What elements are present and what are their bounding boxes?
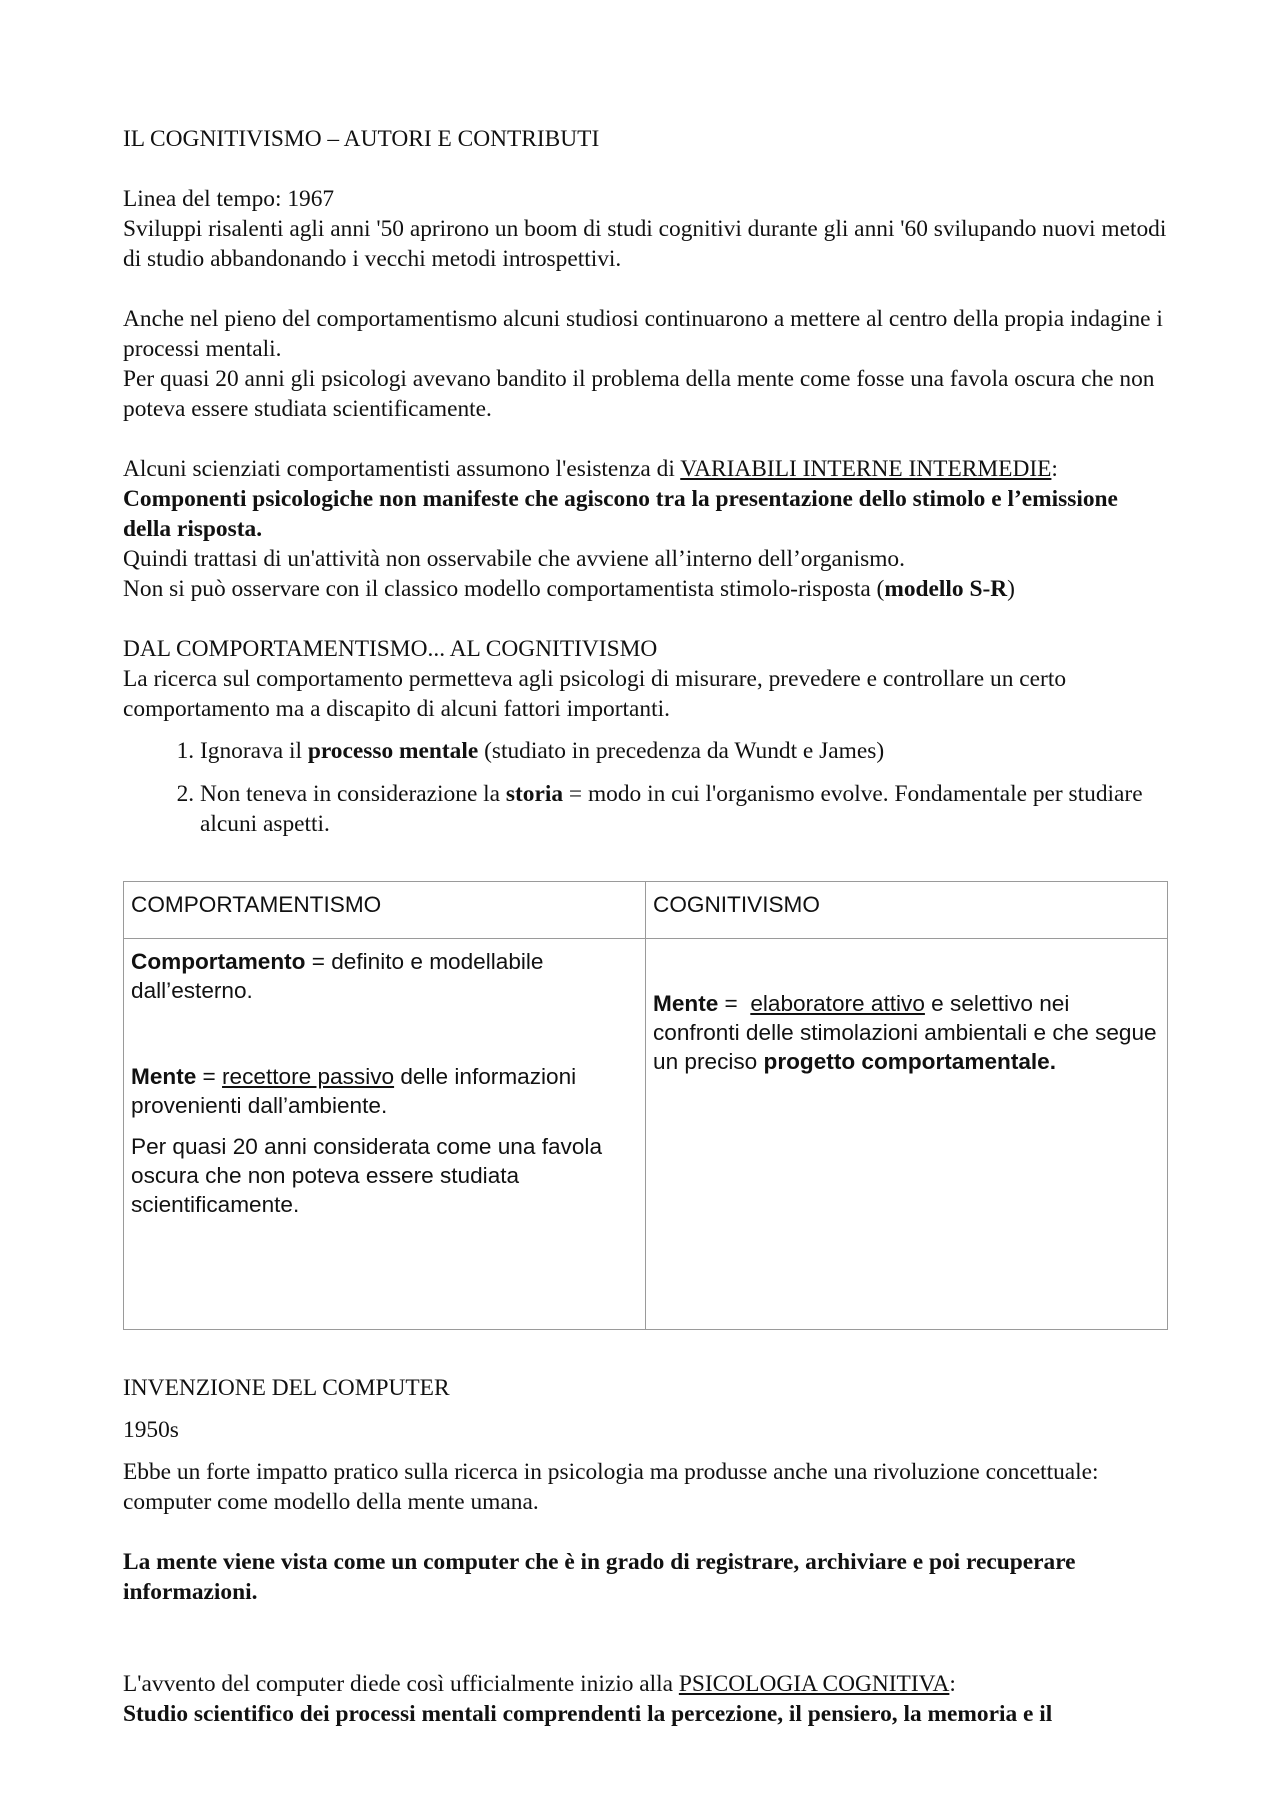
term-mente: Mente [131,1064,197,1089]
intro-paragraph-2: Per quasi 20 anni gli psicologi avevano bandito il problema della mente come fosse una favola oscura che non poteva essere studiata scientificamente. [123,366,1155,422]
term-psicologia-cognitiva: PSICOLOGIA COGNITIVA [678,1671,950,1697]
variables-note-2-end: ) [1007,576,1015,602]
comparison-table [123,881,1168,1330]
cell-mente-attiva [653,989,1160,1076]
cell-cognitivismo [646,939,1168,1330]
cell-mente-passiva [131,1062,638,1120]
timeline-line: Linea del tempo: 1967 [123,186,335,212]
mente-attiva-rest: e selettivo nei confronti delle stimolazioni ambientali e che segue un preciso [653,991,1157,1074]
term-comportamento: Comportamento [131,949,306,974]
list-item-rest: = modo in cui l'organismo evolve. Fondamentale per studiare alcuni aspetti. [200,781,1143,837]
transition-heading: DAL COMPORTAMENTISMO... AL COGNITIVISMO [123,636,658,662]
term-recettore-passivo: recettore passivo [222,1064,395,1089]
computer-bold-statement: La mente viene vista come un computer che è in grado di registrare, archiviare e poi recuperare informazioni. [123,1549,1076,1605]
variables-note-2 [123,574,1168,604]
computer-text: Ebbe un forte impatto pratico sulla ricerca in psicologia ma produsse anche una rivoluzione concettuale: computer come modello della mente umana. [123,1459,1099,1515]
transition-text: La ricerca sul comportamento permetteva agli psicologi di misurare, prevedere e controllare un certo comportamento ma a discapito di alcuni fattori importanti. [123,666,1067,722]
cell-comportamentismo [124,939,646,1330]
term-elaboratore-attivo: elaboratore attivo [750,991,925,1016]
document-body [123,124,1168,1729]
header-cognitivismo: COGNITIVISMO [646,882,1168,939]
cell-comportamento [131,947,638,1005]
term-progetto-comportamentale: progetto comportamentale. [763,1049,1057,1074]
model-sr-label: modello S-R [884,576,1008,602]
variables-paragraph [123,454,1168,484]
term-mente: Mente [653,991,719,1016]
variables-lead: Alcuni scienziati comportamentisti assumono l'esistenza di [123,456,681,482]
table-row [124,939,1168,1330]
advent-lead: L'avvento del computer diede così ufficialmente inizio alla [123,1671,679,1697]
transition-list [123,736,1168,839]
intro-paragraph-1: Anche nel pieno del comportamentismo alcuni studiosi continuarono a mettere al centro della propia indagine i processi mentali. [123,306,1163,362]
advent-colon: : [949,1671,956,1697]
mente-passiva-rest: delle informazioni provenienti dall’ambiente. [131,1064,577,1118]
list-item-lead: Ignorava il [200,738,308,764]
list-item-rest: (studiato in precedenza da Wundt e James) [478,738,885,764]
advent-paragraph [123,1669,1168,1699]
variables-note-1: Quindi trattasi di un'attività non osservabile che avviene all’interno dell’organismo. [123,546,905,572]
document-title: IL COGNITIVISMO – AUTORI E CONTRIBUTI [123,126,600,152]
list-item-bold: storia [505,781,564,807]
list-item [200,736,1168,766]
header-comportamentismo: COMPORTAMENTISMO [124,882,646,939]
table-row [124,882,1168,939]
variables-term: VARIABILI INTERNE INTERMEDIE [680,456,1052,482]
equals-sign: = [718,991,751,1016]
list-item-lead: Non teneva in considerazione la [200,781,506,807]
comportamento-definition: = definito e modellabile dall’esterno. [131,949,544,1003]
computer-heading: INVENZIONE DEL COMPUTER [123,1375,450,1401]
timeline-text: Sviluppi risalenti agli anni '50 aprirono un boom di studi cognitivi durante gli anni '60 svilupando nuovi metodi di studio abbandonando i vecchi metodi introspettivi. [123,216,1167,272]
computer-year: 1950s [123,1417,179,1443]
variables-colon: : [1051,456,1058,482]
variables-definition: Componenti psicologiche non manifeste che agiscono tra la presentazione dello stimolo e l’emissione della risposta. [123,486,1118,542]
list-item-bold: processo mentale [307,738,479,764]
equals-sign: = [196,1064,223,1089]
advent-definition: Studio scientifico dei processi mentali comprendenti la percezione, il pensiero, la memoria e il [123,1701,1053,1727]
variables-note-2-lead: Non si può osservare con il classico modello comportamentista stimolo-risposta ( [123,576,885,602]
cell-favola-oscura: Per quasi 20 anni considerata come una favola oscura che non poteva essere studiata scientificamente. [131,1134,603,1217]
list-item [200,779,1168,839]
